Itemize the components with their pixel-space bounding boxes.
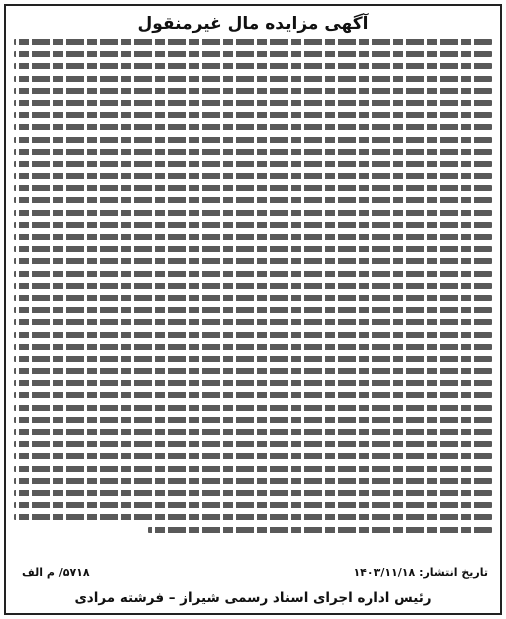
text-line [14,453,492,459]
notice-title: آگهی مزایده مال غیرمنقول [137,14,369,34]
text-line [14,441,492,447]
text-line [14,307,492,313]
text-line [14,39,492,45]
text-line [14,112,492,118]
text-line [14,124,492,130]
text-line [14,258,492,264]
text-line [14,149,492,155]
text-line [14,100,492,106]
text-line [14,295,492,301]
text-line [14,271,492,277]
text-line [14,63,492,69]
text-line [14,137,492,143]
notice-frame [4,4,502,615]
text-line [14,210,492,216]
text-line [14,234,492,240]
text-line [14,514,492,520]
text-line [14,51,492,57]
text-line [14,222,492,228]
text-line [14,332,492,338]
signature-line: رئیس اداره اجرای اسناد رسمی شیراز – فرشته مرادی [74,590,432,606]
text-line [14,490,492,496]
text-line [14,283,492,289]
text-line [14,246,492,252]
text-line [14,502,492,508]
text-line [14,466,492,472]
notice-body [14,39,492,556]
text-line [14,429,492,435]
text-line [14,417,492,423]
text-line [14,161,492,167]
text-line [14,380,492,386]
publish-date-value: ۱۴۰۳/۱۱/۱۸ [353,566,416,579]
text-line [14,344,492,350]
text-line [14,356,492,362]
publish-date-label: تاریخ انتشار: [419,566,488,579]
publish-date [353,564,488,582]
text-line [148,527,492,533]
text-line [14,88,492,94]
text-line [14,197,492,203]
text-line [14,185,492,191]
text-line [14,392,492,398]
text-line [14,478,492,484]
text-line [14,405,492,411]
text-line [14,368,492,374]
text-line [14,76,492,82]
text-line [14,173,492,179]
reference-code: ۵۷۱۸/ م الف [22,566,90,579]
text-line [14,319,492,325]
publication-row [6,564,500,582]
